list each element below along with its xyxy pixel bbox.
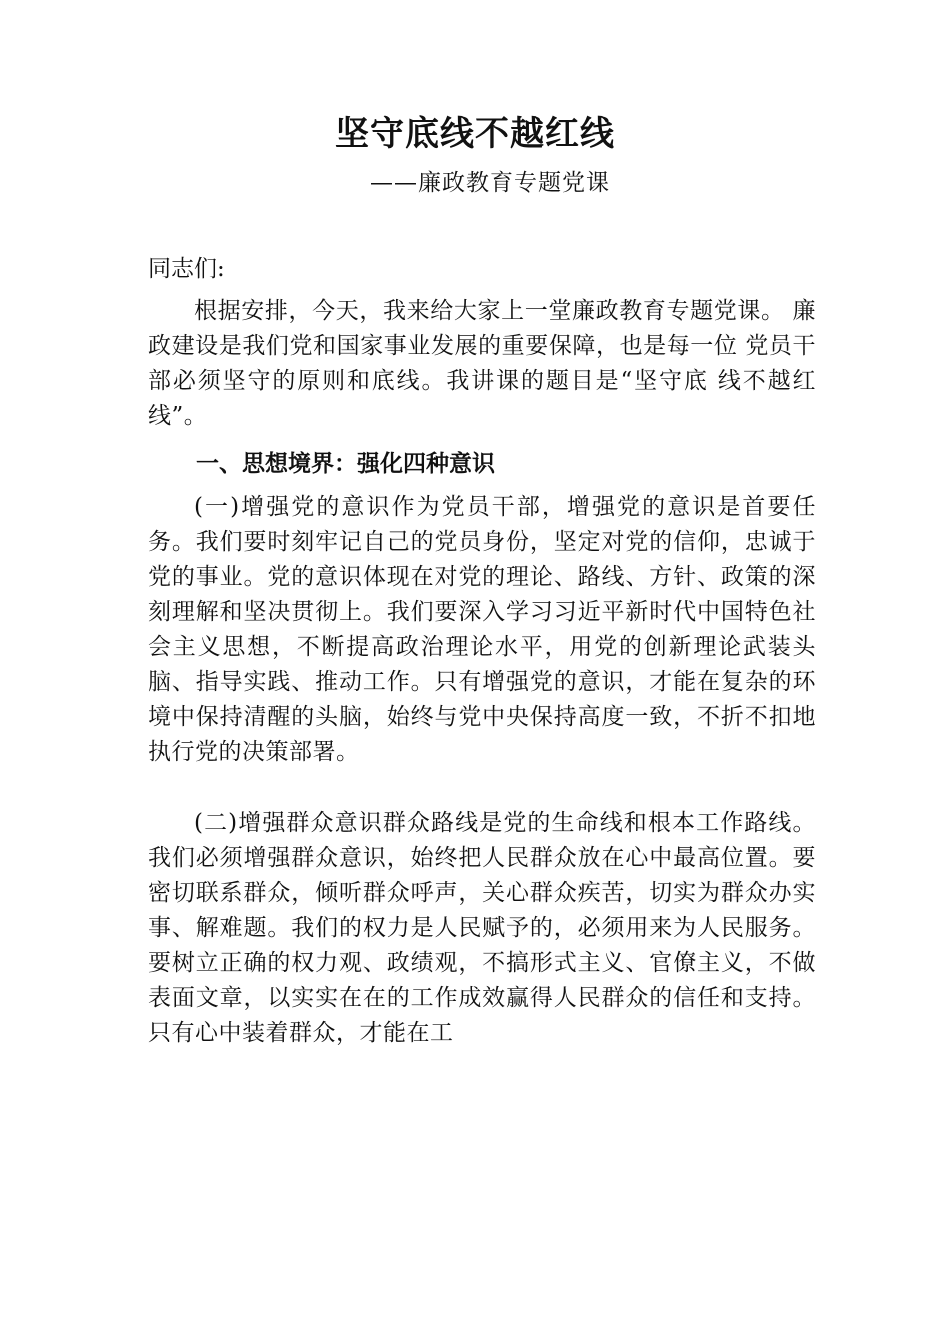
paragraph-item-2: (二)增强群众意识群众路线是党的生命线和根本工作路线。我们必须增强群众意识，始终把人民群众放在心中最高位置。要密切联系群众，倾听群众呼声，关心群众疾苦，切实为群众办实事、解难题。我们的权力是人民赋予的，必须用来为人民服务。要树立正确的权力观、政绩观，不搞形式主义、官僚主义，不做表面文章，以实实在在的工作成效赢得人民群众的信任和支持。只有心中装着群众，才能在工 <box>148 810 816 1046</box>
section-heading-1: 一、思想境界：强化四种意识 <box>196 451 495 477</box>
document-subtitle: ——廉政教育专题党课 <box>370 170 610 196</box>
paragraph-item-1: (一)增强党的意识作为党员干部，增强党的意识是首要任务。我们要时刻牢记自己的党员身份，坚定对党的信仰，忠诚于党的事业。党的意识体现在对党的理论、路线、方针、政策的深刻理解和坚决贯彻上。我们要深入学习习近平新时代中国特色社会主义思想，不断提高政治理论水平，用党的创新理论武装头脑、指导实践、推动工作。只有增强党的意识，才能在复杂的环境中保持清醒的头脑，始终与党中央保持高度一致，不折不扣地执行党的决策部署。 <box>148 494 816 765</box>
document-title: 坚守底线不越红线 <box>335 114 615 154</box>
intro-paragraph: 根据安排，今天，我来给大家上一堂廉政教育专题党课。 廉政建设是我们党和国家事业发展的重要保障，也是每一位 党员干部必须坚守的原则和底线。我讲课的题目是“坚守底 线不越红线”。 <box>148 298 816 429</box>
salutation: 同志们: <box>148 256 225 282</box>
